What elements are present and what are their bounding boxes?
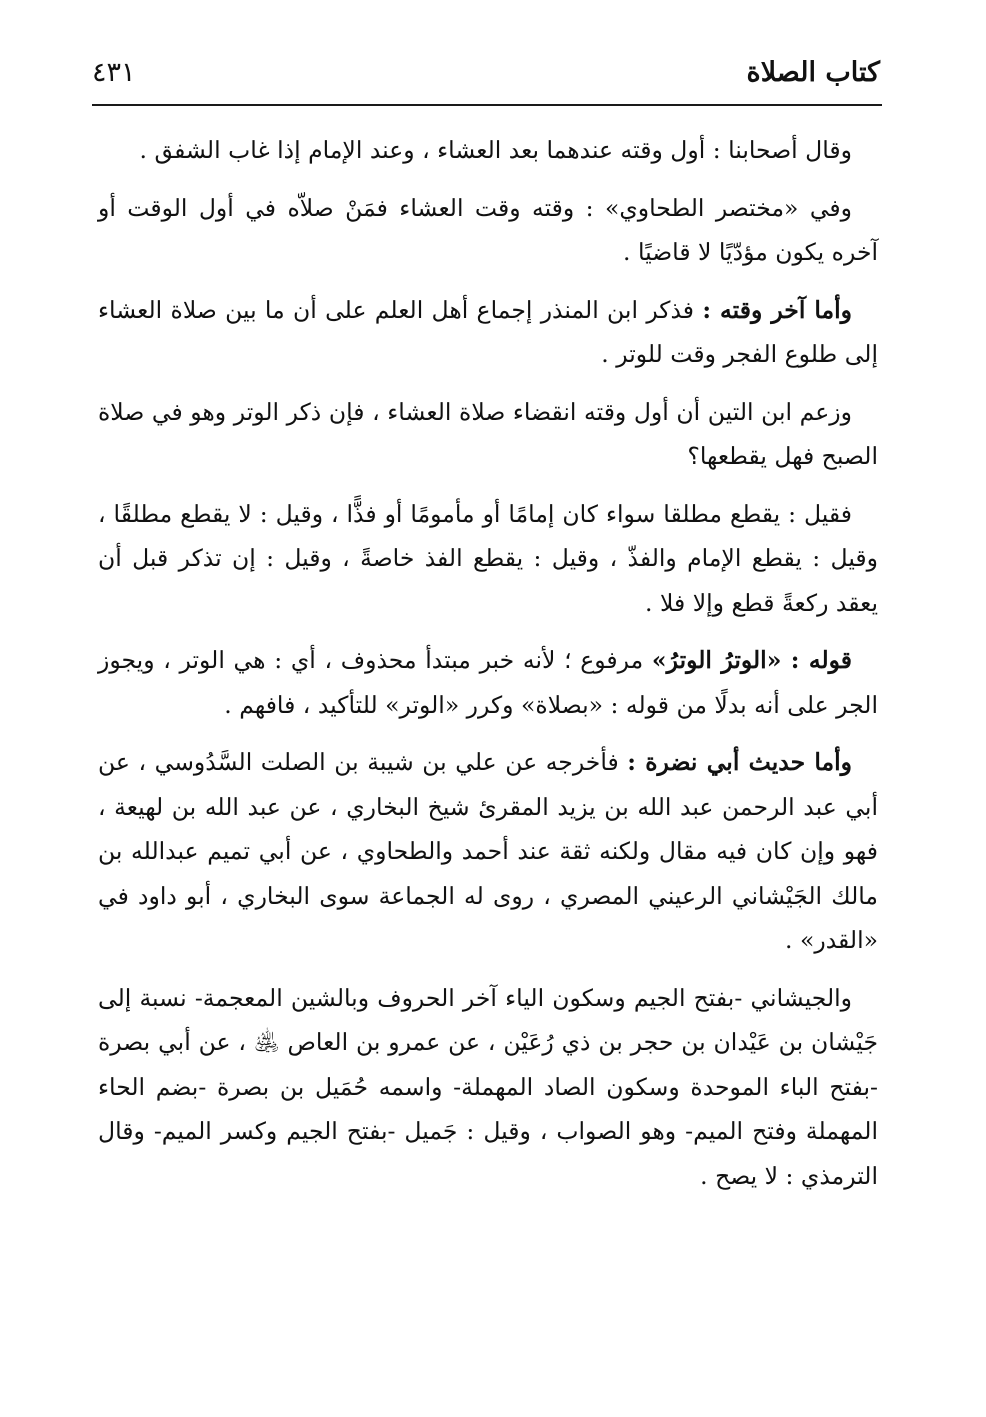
paragraph-1 (98, 128, 878, 173)
paragraph-6 (98, 638, 878, 727)
paragraph-lead: قوله : «الوترُ الوترُ» (651, 646, 853, 674)
paragraph-7 (98, 740, 878, 963)
paragraph-text: وفي «مختصر الطحاوي» : وقته وقت العشاء فمَنْ صلاّه في أول الوقت أو آخره يكون مؤدّيًا لا قاضيًا . (98, 193, 878, 266)
paragraph-text: وزعم ابن التين أن أول وقته انقضاء صلاة العشاء ، فإن ذكر الوتر وهو في صلاة الصبح فهل يقطعها؟ (98, 397, 878, 470)
paragraph-8 (98, 976, 878, 1199)
page-body (98, 128, 878, 1211)
paragraph-4 (98, 390, 878, 479)
paragraph-text: فقيل : يقطع مطلقا سواء كان إمامًا أو مأمومًا أو فذًّا ، وقيل : لا يقطع مطلقًا ، وقيل : يقطع الإمام والفذّ ، وقيل : يقطع الفذ خاصةً ، وقيل : إن تذكر قبل أن يعقد ركعةً قطع وإلا فلا . (98, 499, 878, 617)
paragraph-lead: وأما آخر وقته : (702, 295, 852, 324)
paragraph-text: فأخرجه عن علي بن شيبة بن الصلت السَّدُوسي ، عن أبي عبد الرحمن عبد الله بن يزيد المقرئ شيخ البخاري ، عن عبد الله بن لهيعة ، فهو وإن كان فيه مقال ولكنه ثقة عند أحمد والطحاوي ، عن أبي تميم عبدالله بن مالك الجَيْشاني الرعيني المصري ، روى له الجماعة سوى البخاري ، أبو داود في «القدر» . (98, 748, 878, 954)
paragraph-3 (98, 288, 878, 377)
paragraph-text: مرفوع ؛ لأنه خبر مبتدأ محذوف ، أي : هي الوتر ، ويجوز الجر على أنه بدلًا من قوله : «بصلاة» وكرر «الوتر» للتأكيد ، فافهم . (98, 646, 878, 719)
paragraph-2 (98, 186, 878, 275)
chapter-title: كتاب الصلاة (746, 57, 880, 88)
page-number: ٤٣١ (92, 57, 136, 88)
paragraph-text: والجيشاني -بفتح الجيم وسكون الياء آخر الحروف وبالشين المعجمة- نسبة إلى جَيْشان بن عَيْدان بن حجر بن ذي رُعَيْن ، عن عمرو بن العاص ﵁ ، عن أبي بصرة -بفتح الباء الموحدة وسكون الصاد المهملة- واسمه حُمَيل بن بصرة -بضم الحاء المهملة وفتح الميم- وهو الصواب ، وقيل : جَميل -بفتح الجيم وكسر الميم- وقال الترمذي : لا يصح . (98, 983, 878, 1190)
paragraph-5 (98, 492, 878, 626)
paragraph-text: فذكر ابن المنذر إجماع أهل العلم على أن ما بين صلاة العشاء إلى طلوع الفجر وقت للوتر . (98, 295, 878, 368)
paragraph-text: وقال أصحابنا : أول وقته عندهما بعد العشاء ، وعند الإمام إذا غاب الشفق . (139, 136, 852, 164)
header-divider (92, 104, 882, 106)
page-header (92, 52, 880, 94)
paragraph-lead: وأما حديث أبي نضرة : (627, 748, 852, 776)
